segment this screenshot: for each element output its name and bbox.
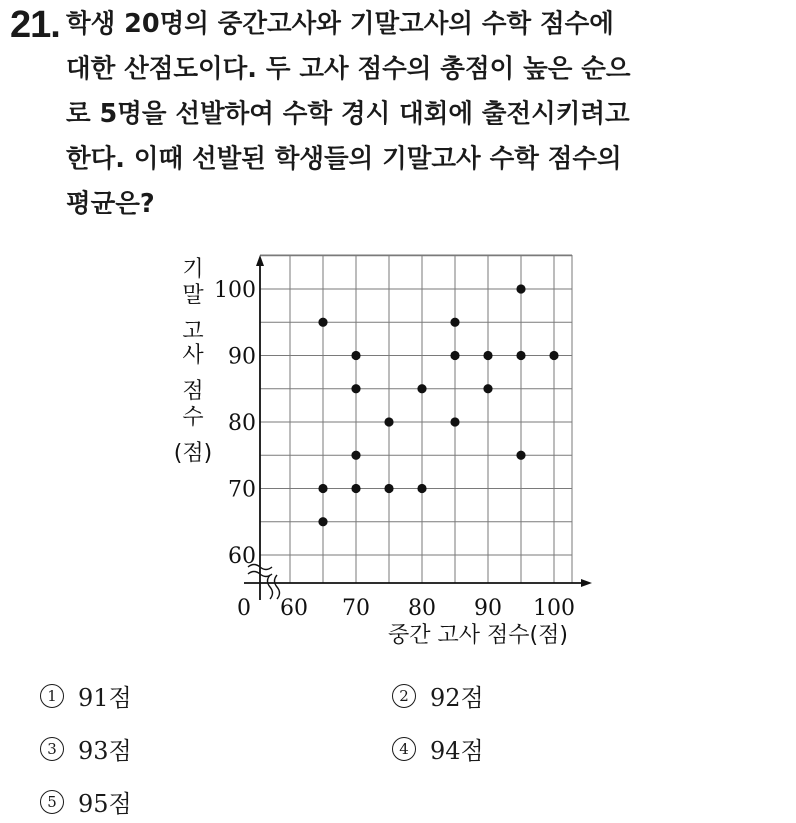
choice-4-mark: 4 xyxy=(392,737,416,761)
origin-label: 0 xyxy=(237,596,251,621)
y-axis-label-part: 기 xyxy=(182,257,204,282)
y-tick-label: 60 xyxy=(228,544,256,569)
data-point xyxy=(318,484,327,493)
choice-2-mark: 2 xyxy=(392,684,416,708)
grid xyxy=(260,255,572,583)
data-point xyxy=(351,384,360,393)
data-point xyxy=(318,517,327,526)
data-point xyxy=(483,351,492,360)
axes xyxy=(244,255,592,600)
y-tick-label: 80 xyxy=(228,411,256,436)
choice-4[interactable] xyxy=(392,731,484,766)
choice-2-text: 92점 xyxy=(430,684,484,712)
data-point xyxy=(351,351,360,360)
choice-1-mark: 1 xyxy=(40,684,64,708)
data-point xyxy=(351,451,360,460)
x-tick-label: 100 xyxy=(533,596,575,621)
data-point xyxy=(516,284,525,293)
x-axis-arrow xyxy=(581,579,592,587)
y-axis-label-part: 말 xyxy=(182,283,204,308)
x-tick-label: 60 xyxy=(280,596,308,621)
data-point xyxy=(384,417,393,426)
choice-1[interactable] xyxy=(40,678,132,713)
x-tick-label: 70 xyxy=(342,596,370,621)
choice-5-text: 95점 xyxy=(78,790,132,818)
data-point xyxy=(417,484,426,493)
y-tick-label: 90 xyxy=(228,344,256,370)
data-points xyxy=(318,284,558,526)
data-point xyxy=(384,484,393,493)
y-tick-label: 100 xyxy=(214,278,256,303)
axis-labels xyxy=(174,257,568,648)
choice-3-mark: 3 xyxy=(40,737,64,761)
question-number: 21. xyxy=(10,4,60,46)
y-axis-arrow xyxy=(256,255,264,266)
y-axis-label-part: 점 xyxy=(182,379,204,404)
x-tick-label: 80 xyxy=(408,596,436,621)
x-axis-label: 중간 고사 점수(점) xyxy=(388,623,568,648)
data-point xyxy=(351,484,360,493)
question-line-1: 학생 20명의 중간고사와 기말고사의 수학 점수에 xyxy=(66,9,614,39)
y-axis-label-part: 수 xyxy=(182,405,204,430)
data-point xyxy=(516,451,525,460)
choice-5[interactable] xyxy=(40,784,132,819)
x-tick-label: 90 xyxy=(474,596,502,621)
question-line-4: 한다. 이때 선발된 학생들의 기말고사 수학 점수의 xyxy=(66,144,622,174)
x-axis-break xyxy=(268,575,280,599)
y-axis-label-part: (점) xyxy=(173,441,213,466)
data-point xyxy=(417,384,426,393)
data-point xyxy=(516,351,525,360)
y-tick-label: 70 xyxy=(228,477,256,503)
choice-4-text: 94점 xyxy=(430,737,484,765)
y-axis-label-part: 고 xyxy=(182,319,204,344)
question-line-5: 평균은? xyxy=(66,189,155,219)
y-axis-label-part: 사 xyxy=(182,343,204,368)
data-point xyxy=(549,351,558,360)
choice-3[interactable] xyxy=(40,731,132,766)
choice-3-text: 93점 xyxy=(78,737,132,765)
data-point xyxy=(450,318,459,327)
question-line-2: 대한 산점도이다. 두 고사 점수의 총점이 높은 순으 xyxy=(66,54,631,84)
choice-2[interactable] xyxy=(392,678,484,713)
choice-1-text: 91점 xyxy=(78,684,132,712)
data-point xyxy=(450,417,459,426)
data-point xyxy=(483,384,492,393)
data-point xyxy=(450,351,459,360)
data-point xyxy=(318,318,327,327)
question-line-3: 로 5명을 선발하여 수학 경시 대회에 출전시키려고 xyxy=(66,99,630,129)
choice-5-mark: 5 xyxy=(40,790,64,814)
